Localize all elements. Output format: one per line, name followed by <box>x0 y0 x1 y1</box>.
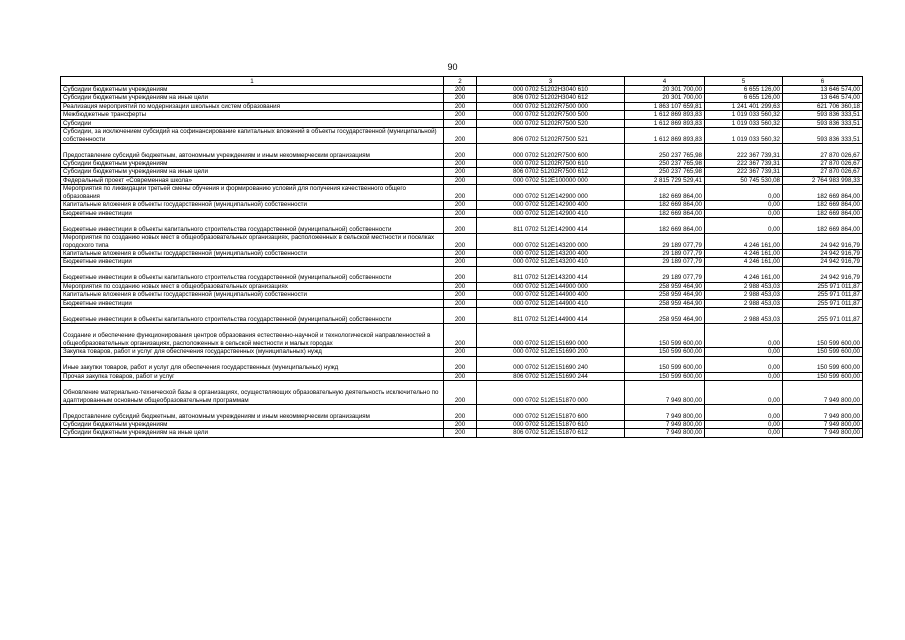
table-row <box>61 324 863 348</box>
row-approved: 182 669 864,00 <box>625 185 705 201</box>
row-name: Прочая закупка товаров, работ и услуг <box>61 372 444 380</box>
row-kbk: 806 0702 512E151870 612 <box>477 429 625 437</box>
row-executed: 6 655 126,00 <box>705 94 783 102</box>
row-kbk: 000 0702 512E151870 000 <box>477 380 625 404</box>
row-executed: 1 019 033 560,32 <box>705 128 783 144</box>
row-remaining: 593 836 333,51 <box>783 128 863 144</box>
row-executed: 0,00 <box>705 429 783 437</box>
row-kbk: 000 0702 512E143200 400 <box>477 250 625 258</box>
row-code: 200 <box>444 160 477 168</box>
column-number-4: 4 <box>625 77 705 86</box>
row-approved: 250 237 765,98 <box>625 144 705 160</box>
row-approved: 150 599 600,00 <box>625 348 705 356</box>
row-name: Федеральный проект «Современная школа» <box>61 176 444 184</box>
row-name: Бюджетные инвестиции <box>61 258 444 266</box>
row-code: 200 <box>444 185 477 201</box>
row-code: 200 <box>444 299 477 307</box>
row-code: 200 <box>444 348 477 356</box>
row-kbk: 000 0702 512E100000 000 <box>477 176 625 184</box>
row-name: Предоставление субсидий бюджетным, автономным учреждениям и иным некоммерческим организациям <box>61 404 444 420</box>
row-executed: 4 246 161,00 <box>705 250 783 258</box>
row-kbk: 000 0702 512E151690 240 <box>477 356 625 372</box>
row-remaining: 7 949 800,00 <box>783 380 863 404</box>
row-executed: 0,00 <box>705 185 783 201</box>
row-name: Субсидии бюджетным учреждениям <box>61 420 444 428</box>
row-kbk: 000 0702 512E143200 410 <box>477 258 625 266</box>
row-code: 200 <box>444 218 477 234</box>
row-code: 200 <box>444 258 477 266</box>
row-approved: 2 815 729 529,41 <box>625 176 705 184</box>
row-code: 200 <box>444 209 477 217</box>
row-approved: 29 189 077,79 <box>625 234 705 250</box>
row-name: Субсидии <box>61 119 444 127</box>
row-executed: 1 019 033 560,32 <box>705 111 783 119</box>
row-approved: 7 949 800,00 <box>625 404 705 420</box>
row-approved: 150 599 600,00 <box>625 356 705 372</box>
row-executed: 4 246 161,00 <box>705 266 783 282</box>
row-approved: 20 301 700,00 <box>625 86 705 94</box>
row-kbk: 000 0702 512E142900 410 <box>477 209 625 217</box>
row-remaining: 621 706 360,18 <box>783 102 863 110</box>
row-remaining: 182 669 864,00 <box>783 185 863 201</box>
row-executed: 4 246 161,00 <box>705 258 783 266</box>
row-remaining: 255 971 011,87 <box>783 299 863 307</box>
table-row <box>61 102 863 110</box>
row-kbk: 000 0702 512E144900 410 <box>477 299 625 307</box>
row-executed: 2 988 453,03 <box>705 291 783 299</box>
row-executed: 2 988 453,03 <box>705 282 783 290</box>
row-code: 200 <box>444 119 477 127</box>
table-row <box>61 372 863 380</box>
row-kbk: 000 0702 51202R7500 610 <box>477 160 625 168</box>
row-approved: 7 949 800,00 <box>625 429 705 437</box>
row-approved: 1 612 869 893,83 <box>625 111 705 119</box>
table-row <box>61 86 863 94</box>
row-code: 200 <box>444 291 477 299</box>
row-code: 200 <box>444 356 477 372</box>
row-approved: 258 959 464,90 <box>625 308 705 324</box>
row-name: Бюджетные инвестиции <box>61 209 444 217</box>
row-remaining: 150 599 600,00 <box>783 348 863 356</box>
row-name: Реализация мероприятий по модернизации школьных систем образования <box>61 102 444 110</box>
row-executed: 0,00 <box>705 420 783 428</box>
row-executed: 6 655 126,00 <box>705 86 783 94</box>
row-approved: 182 669 864,00 <box>625 201 705 209</box>
table-row <box>61 234 863 250</box>
row-kbk: 000 0702 512E142900 400 <box>477 201 625 209</box>
row-remaining: 7 949 800,00 <box>783 429 863 437</box>
table-row <box>61 404 863 420</box>
row-executed: 0,00 <box>705 209 783 217</box>
table-row <box>61 128 863 144</box>
row-name: Бюджетные инвестиции в объекты капитального строительства государственной (муниципальной) собственности <box>61 218 444 234</box>
column-number-row <box>61 77 863 86</box>
row-approved: 29 189 077,79 <box>625 258 705 266</box>
row-executed: 222 367 739,31 <box>705 168 783 176</box>
row-executed: 2 988 453,03 <box>705 308 783 324</box>
row-approved: 7 949 800,00 <box>625 380 705 404</box>
row-executed: 222 367 739,31 <box>705 144 783 160</box>
table-row <box>61 356 863 372</box>
row-executed: 1 019 033 560,32 <box>705 119 783 127</box>
row-remaining: 27 870 026,67 <box>783 160 863 168</box>
row-code: 200 <box>444 250 477 258</box>
row-name: Субсидии бюджетным учреждениям на иные цели <box>61 94 444 102</box>
row-executed: 2 988 453,03 <box>705 299 783 307</box>
row-executed: 0,00 <box>705 218 783 234</box>
row-kbk: 811 0702 512E143200 414 <box>477 266 625 282</box>
table-row <box>61 160 863 168</box>
table-row <box>61 209 863 217</box>
row-kbk: 000 0702 51202R7500 000 <box>477 102 625 110</box>
row-kbk: 000 0702 512E144900 000 <box>477 282 625 290</box>
table-row <box>61 201 863 209</box>
row-name: Бюджетные инвестиции в объекты капитального строительства государственной (муниципальной) собственности <box>61 266 444 282</box>
row-kbk: 806 0702 512E151690 244 <box>477 372 625 380</box>
row-remaining: 24 942 916,79 <box>783 250 863 258</box>
row-remaining: 7 949 800,00 <box>783 404 863 420</box>
row-name: Капитальные вложения в объекты государственной (муниципальной) собственности <box>61 250 444 258</box>
row-code: 200 <box>444 128 477 144</box>
row-name: Предоставление субсидий бюджетным, автономным учреждениям и иным некоммерческим организациям <box>61 144 444 160</box>
row-kbk: 000 0702 512E151690 000 <box>477 324 625 348</box>
row-kbk: 806 0702 51202R7500 521 <box>477 128 625 144</box>
row-remaining: 182 669 864,00 <box>783 201 863 209</box>
row-kbk: 000 0702 512E151690 200 <box>477 348 625 356</box>
row-kbk: 811 0702 512E142900 414 <box>477 218 625 234</box>
row-executed: 4 246 161,00 <box>705 234 783 250</box>
row-code: 200 <box>444 86 477 94</box>
row-remaining: 150 599 600,00 <box>783 356 863 372</box>
column-number-6: 6 <box>783 77 863 86</box>
table-row <box>61 266 863 282</box>
row-kbk: 000 0702 512E143200 000 <box>477 234 625 250</box>
table-row <box>61 185 863 201</box>
row-executed: 222 367 739,31 <box>705 160 783 168</box>
row-executed: 0,00 <box>705 356 783 372</box>
row-name: Мероприятия по ликвидации третьей смены обучения и формированию условий для получения качественного общего образования <box>61 185 444 201</box>
column-number-5: 5 <box>705 77 783 86</box>
row-name: Обновление материально-технической базы в организациях, осуществляющих образовательную деятельность исключительно по адаптированным основным общеобразовательным программам <box>61 380 444 404</box>
row-kbk: 806 0702 51202H3040 612 <box>477 94 625 102</box>
row-name: Субсидии бюджетным учреждениям на иные цели <box>61 168 444 176</box>
row-name: Капитальные вложения в объекты государственной (муниципальной) собственности <box>61 291 444 299</box>
row-name: Бюджетные инвестиции в объекты капитального строительства государственной (муниципальной) собственности <box>61 308 444 324</box>
row-approved: 29 189 077,79 <box>625 250 705 258</box>
row-name: Закупка товаров, работ и услуг для обеспечения государственных (муниципальных) нужд <box>61 348 444 356</box>
table-row <box>61 282 863 290</box>
table-row <box>61 176 863 184</box>
row-code: 200 <box>444 111 477 119</box>
row-approved: 258 959 464,90 <box>625 291 705 299</box>
row-code: 200 <box>444 102 477 110</box>
row-executed: 0,00 <box>705 372 783 380</box>
row-name: Капитальные вложения в объекты государственной (муниципальной) собственности <box>61 201 444 209</box>
row-remaining: 182 669 864,00 <box>783 209 863 217</box>
row-approved: 182 669 864,00 <box>625 218 705 234</box>
row-approved: 1 612 869 893,83 <box>625 128 705 144</box>
row-name: Субсидии бюджетным учреждениям на иные цели <box>61 429 444 437</box>
column-number-1: 1 <box>61 77 444 86</box>
row-approved: 150 599 600,00 <box>625 324 705 348</box>
row-remaining: 7 949 800,00 <box>783 420 863 428</box>
row-name: Иные закупки товаров, работ и услуг для обеспечения государственных (муниципальных) нужд <box>61 356 444 372</box>
row-remaining: 593 836 333,51 <box>783 119 863 127</box>
table-row <box>61 348 863 356</box>
table-row <box>61 111 863 119</box>
row-remaining: 24 942 916,79 <box>783 234 863 250</box>
budget-table <box>60 76 863 438</box>
row-approved: 1 863 107 659,81 <box>625 102 705 110</box>
row-approved: 250 237 765,98 <box>625 160 705 168</box>
row-code: 200 <box>444 420 477 428</box>
row-name: Бюджетные инвестиции <box>61 299 444 307</box>
row-kbk: 811 0702 512E144900 414 <box>477 308 625 324</box>
row-remaining: 255 971 011,87 <box>783 308 863 324</box>
row-approved: 29 189 077,79 <box>625 266 705 282</box>
row-code: 200 <box>444 168 477 176</box>
row-executed: 0,00 <box>705 348 783 356</box>
row-code: 200 <box>444 266 477 282</box>
row-executed: 0,00 <box>705 201 783 209</box>
row-kbk: 000 0702 512E151870 600 <box>477 404 625 420</box>
row-approved: 150 599 600,00 <box>625 372 705 380</box>
row-code: 200 <box>444 308 477 324</box>
table-row <box>61 299 863 307</box>
table-row <box>61 144 863 160</box>
row-remaining: 13 646 574,00 <box>783 94 863 102</box>
row-kbk: 000 0702 51202H3040 610 <box>477 86 625 94</box>
table-row <box>61 119 863 127</box>
row-executed: 0,00 <box>705 324 783 348</box>
row-kbk: 000 0702 51202R7500 520 <box>477 119 625 127</box>
row-kbk: 000 0702 51202R7500 600 <box>477 144 625 160</box>
row-approved: 20 301 700,00 <box>625 94 705 102</box>
row-executed: 0,00 <box>705 404 783 420</box>
table-row <box>61 420 863 428</box>
row-name: Мероприятия по созданию новых мест в общеобразовательных организациях, расположенных в сельской местности и поселках городского типа <box>61 234 444 250</box>
row-kbk: 000 0702 512E151870 610 <box>477 420 625 428</box>
row-remaining: 24 942 916,79 <box>783 266 863 282</box>
row-approved: 182 669 864,00 <box>625 209 705 217</box>
row-remaining: 13 646 574,00 <box>783 86 863 94</box>
table-row <box>61 218 863 234</box>
row-name: Субсидии, за исключением субсидий на софинансирование капитальных вложений в объекты государственной (муниципальной) собственности <box>61 128 444 144</box>
table-row <box>61 380 863 404</box>
row-executed: 50 745 530,08 <box>705 176 783 184</box>
row-code: 200 <box>444 201 477 209</box>
row-name: Субсидии бюджетным учреждениям <box>61 160 444 168</box>
page-number: 90 <box>447 62 458 72</box>
row-remaining: 2 764 983 998,33 <box>783 176 863 184</box>
table-row <box>61 308 863 324</box>
row-code: 200 <box>444 380 477 404</box>
row-remaining: 593 836 333,51 <box>783 111 863 119</box>
row-code: 200 <box>444 234 477 250</box>
row-approved: 1 612 869 893,83 <box>625 119 705 127</box>
row-kbk: 806 0702 51202R7500 612 <box>477 168 625 176</box>
row-remaining: 24 942 916,79 <box>783 258 863 266</box>
row-name: Межбюджетные трансферты <box>61 111 444 119</box>
table-row <box>61 429 863 437</box>
row-remaining: 255 971 011,87 <box>783 291 863 299</box>
table-row <box>61 291 863 299</box>
row-kbk: 000 0702 512E144900 400 <box>477 291 625 299</box>
row-code: 200 <box>444 176 477 184</box>
row-remaining: 150 599 600,00 <box>783 324 863 348</box>
row-code: 200 <box>444 144 477 160</box>
row-code: 200 <box>444 324 477 348</box>
row-remaining: 27 870 026,67 <box>783 168 863 176</box>
table-row <box>61 94 863 102</box>
row-approved: 258 959 464,90 <box>625 282 705 290</box>
row-remaining: 182 669 864,00 <box>783 218 863 234</box>
row-code: 200 <box>444 404 477 420</box>
row-name: Субсидии бюджетным учреждениям <box>61 86 444 94</box>
row-code: 200 <box>444 429 477 437</box>
row-executed: 0,00 <box>705 380 783 404</box>
row-kbk: 000 0702 512E142900 000 <box>477 185 625 201</box>
row-remaining: 27 870 026,67 <box>783 144 863 160</box>
row-executed: 1 241 401 299,63 <box>705 102 783 110</box>
row-remaining: 255 971 011,87 <box>783 282 863 290</box>
column-number-2: 2 <box>444 77 477 86</box>
row-code: 200 <box>444 372 477 380</box>
row-remaining: 150 599 600,00 <box>783 372 863 380</box>
table-body <box>61 77 863 438</box>
row-code: 200 <box>444 282 477 290</box>
column-number-3: 3 <box>477 77 625 86</box>
row-approved: 250 237 765,98 <box>625 168 705 176</box>
row-name: Мероприятия по созданию новых мест в общеобразовательных организациях <box>61 282 444 290</box>
row-code: 200 <box>444 94 477 102</box>
row-approved: 258 959 464,90 <box>625 299 705 307</box>
row-kbk: 000 0702 51202R7500 500 <box>477 111 625 119</box>
row-name: Создание и обеспечение функционирования центров образования естественно-научной и технологической направленностей в общеобразовательных организациях, расположенных в сельской местности и малых городах <box>61 324 444 348</box>
table-row <box>61 168 863 176</box>
table-row <box>61 258 863 266</box>
table-row <box>61 250 863 258</box>
row-approved: 7 949 800,00 <box>625 420 705 428</box>
